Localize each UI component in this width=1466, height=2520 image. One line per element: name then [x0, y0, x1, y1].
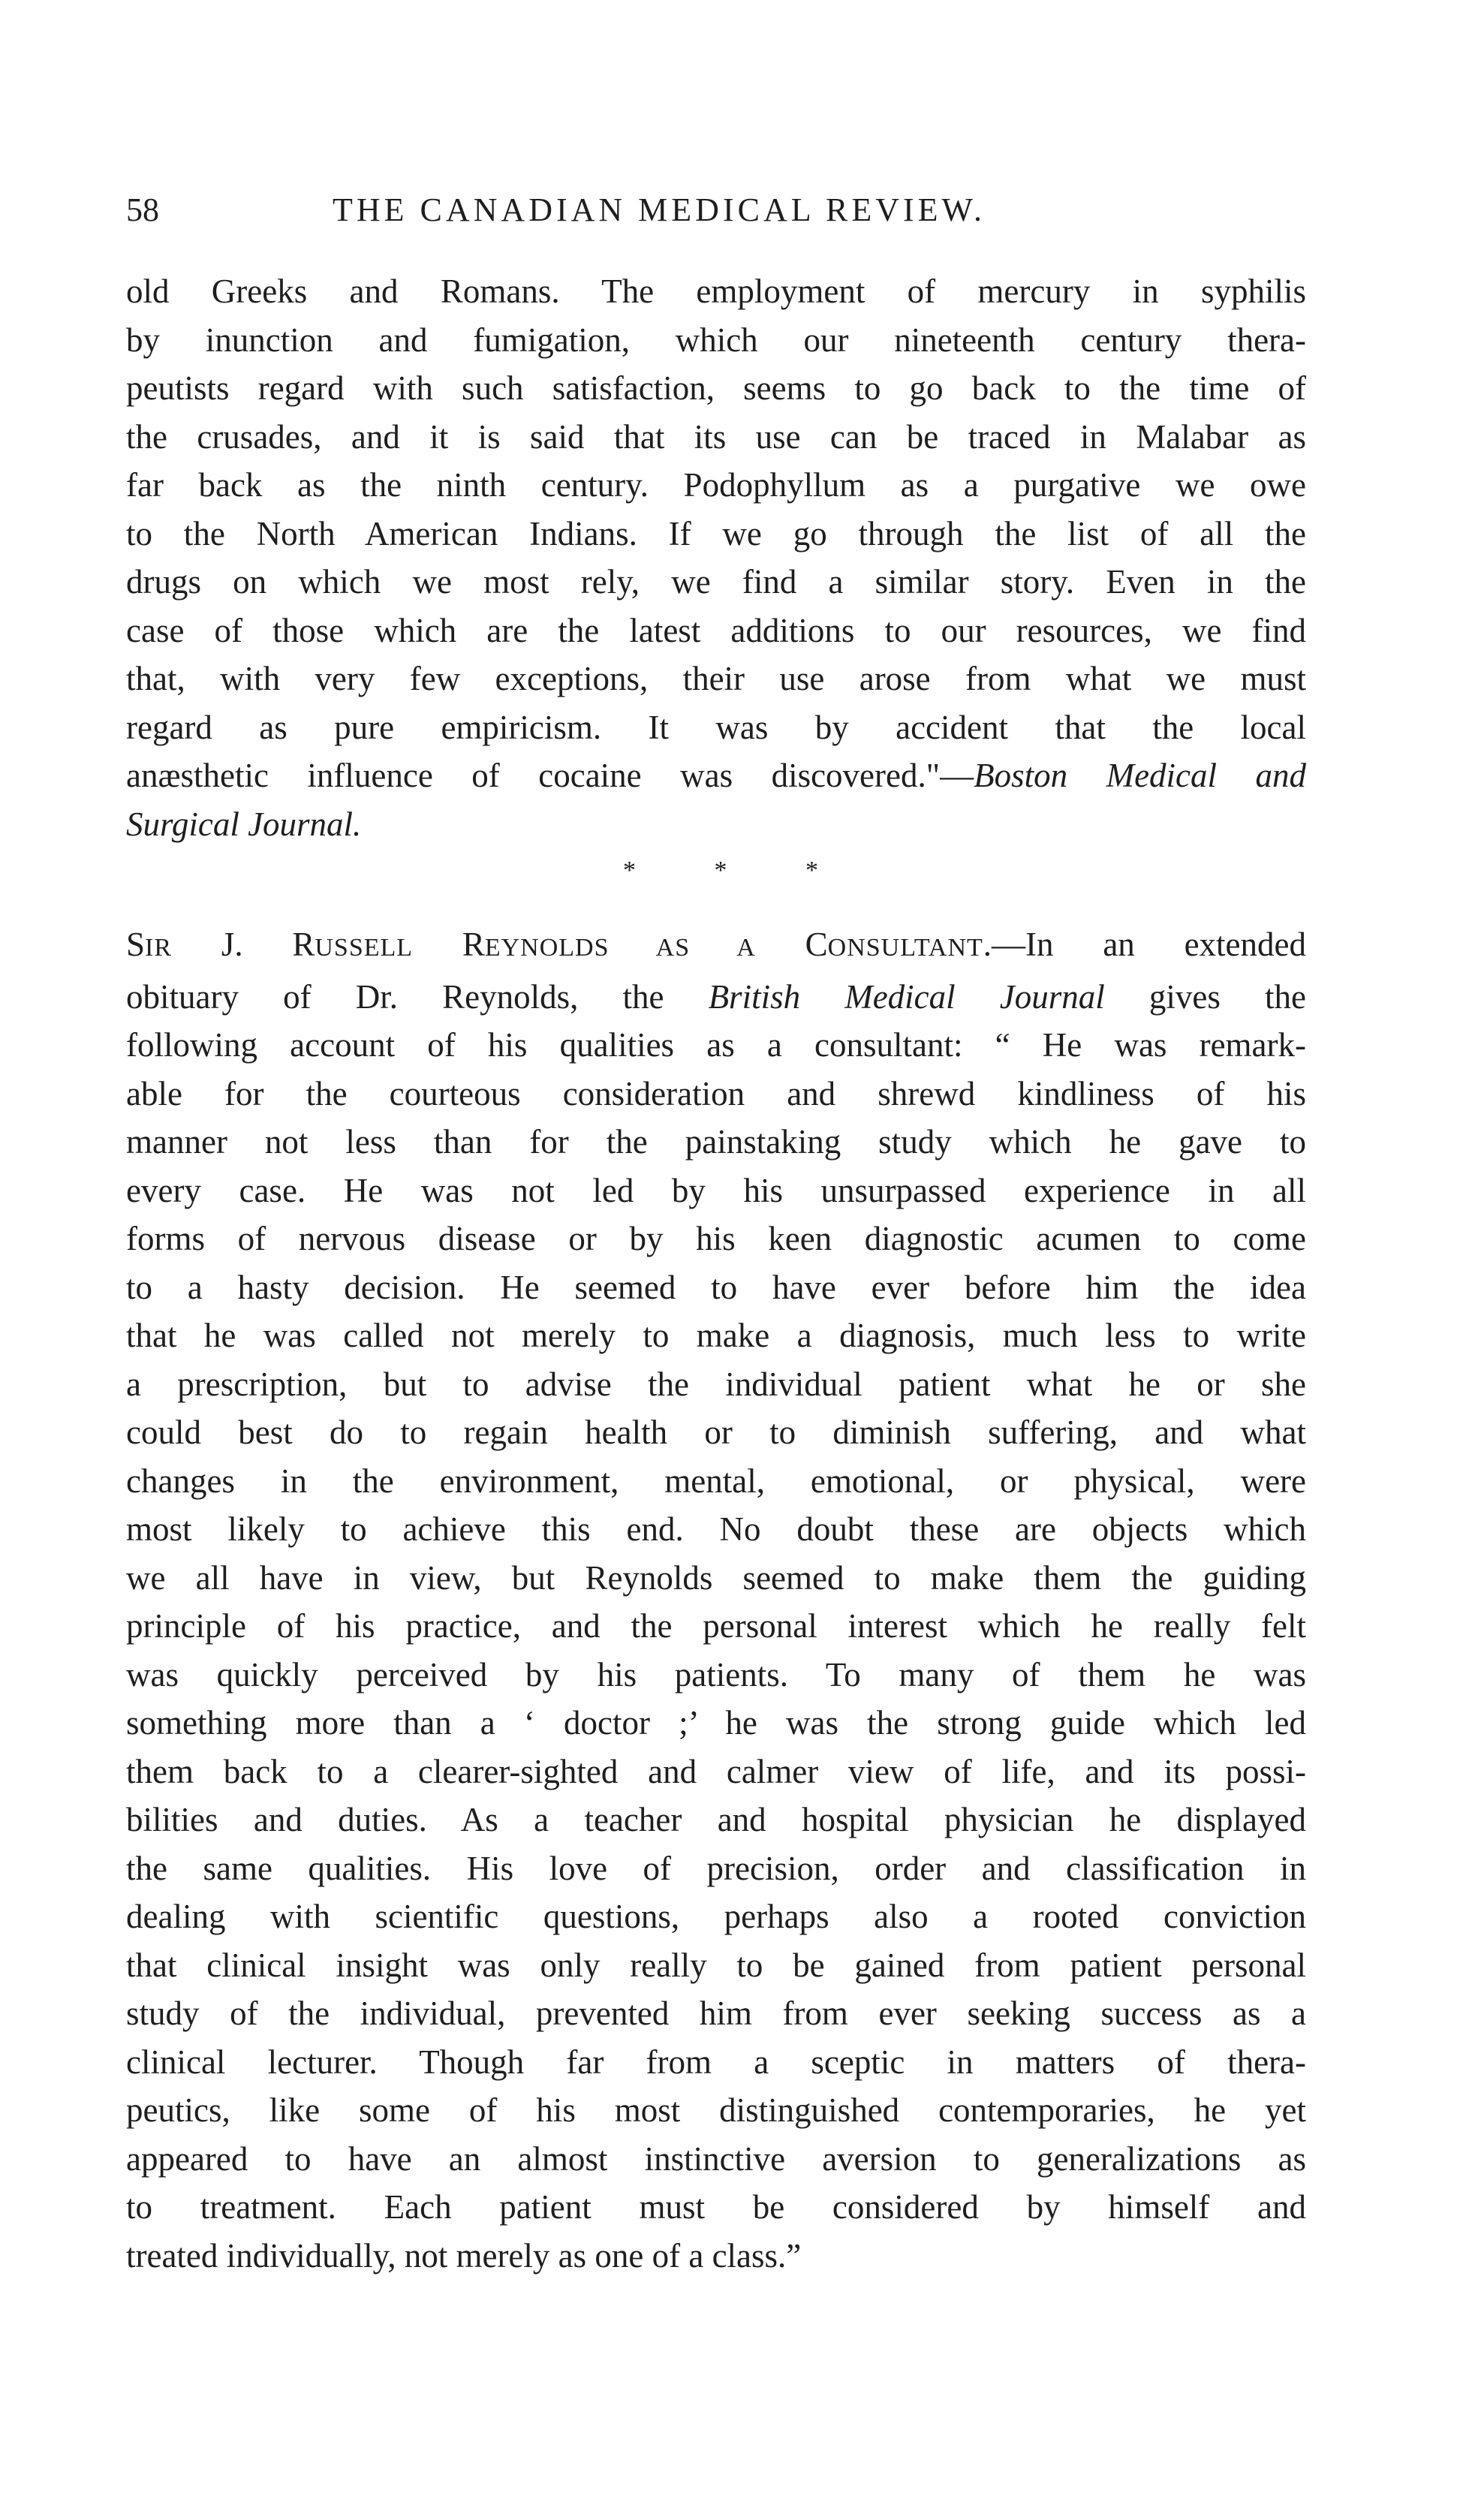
heading-fragment: S — [126, 926, 146, 963]
text-line: that, with very few exceptions, their use arose from what we must — [126, 660, 1306, 697]
heading-fragment: C — [755, 926, 828, 963]
text-line: drugs on which we most rely, we find a similar story. Even in the — [126, 563, 1306, 601]
text-line: most likely to achieve this end. No doubt these are objects which — [126, 1510, 1306, 1548]
text-line: a prescription, but to advise the individual patient what he or she — [126, 1365, 1306, 1403]
text-line: old Greeks and Romans. The employment of mercury in syphilis — [126, 272, 1306, 310]
text-line: following account of his qualities as a consultant: “ He was remark- — [126, 1026, 1306, 1064]
text-line: case of those which are the latest additions to our resources, we find — [126, 611, 1306, 649]
text-line: bilities and duties. As a teacher and hospital physician he displayed — [126, 1801, 1306, 1838]
text-line: by inunction and fumigation, which our nineteenth century thera- — [126, 321, 1306, 359]
text-line: something more than a ‘ doctor ;’ he was the strong guide which led — [126, 1704, 1306, 1742]
source-citation: Boston Medical and — [974, 757, 1306, 794]
journal-name: British Medical Journal — [708, 977, 1105, 1016]
page-number: 58 — [126, 191, 159, 228]
text-line: to a hasty decision. He seemed to have ever before him the idea — [126, 1268, 1306, 1306]
heading-fragment: J. R — [172, 926, 315, 963]
text-line-last: treated individually, not merely as one of a class.” — [126, 2236, 802, 2275]
text-line: that he was called not merely to make a diagnosis, much less to write — [126, 1317, 1306, 1354]
article-heading-line — [126, 920, 1306, 973]
text-line: the crusades, and it is said that its use can be traced in Malabar as — [126, 417, 1306, 456]
section-separator — [623, 852, 818, 890]
text-line: changes in the environment, mental, emotional, or physical, were — [126, 1462, 1306, 1500]
text-line: could best do to regain health or to diminish suffering, and what — [126, 1414, 1306, 1451]
text-line: that clinical insight was only really to be gained from patient personal — [126, 1946, 1306, 1984]
text-line: appeared to have an almost instinctive aversion to generalizations as — [126, 2139, 1306, 2178]
text-fragment: anæsthetic influence of cocaine was discovered."— — [126, 757, 974, 794]
text-fragment: gives the — [1104, 977, 1306, 1016]
text-line: able for the courteous consideration and shrewd kindliness of his — [126, 1074, 1306, 1112]
separator-star: * — [623, 857, 636, 884]
text-line: dealing with scientific questions, perhaps also a rooted conviction — [126, 1898, 1306, 1935]
heading-fragment: USSELL — [315, 934, 414, 962]
source-citation-end: Surgical Journal. — [126, 805, 362, 843]
separator-star: * — [714, 857, 727, 884]
journal-title: THE CANADIAN MEDICAL REVIEW. — [333, 191, 986, 228]
heading-fragment: ONSULTANT — [827, 934, 983, 962]
text-line: peutics, like some of his most distinguished contemporaries, he yet — [126, 2091, 1306, 2129]
text-line: to treatment. Each patient must be considered by himself and — [126, 2188, 1306, 2226]
text-line: forms of nervous disease or by his keen diagnostic acumen to come — [126, 1220, 1306, 1257]
heading-fragment: IR — [145, 934, 173, 962]
text-line: the same qualities. His love of precision, order and classification in — [126, 1849, 1306, 1887]
text-line: far back as the ninth century. Podophyllum as a purgative we owe — [126, 466, 1306, 504]
article-continuation — [126, 267, 1306, 848]
separator-star: * — [805, 857, 818, 884]
text-fragment: .—In an extended — [983, 926, 1306, 963]
heading-fragment: EYNOLDS AS A — [484, 934, 756, 962]
text-line-with-source — [126, 751, 1306, 800]
text-line: study of the individual, prevented him from ever seeking success as a — [126, 1995, 1306, 2032]
text-line: to the North American Indians. If we go through the list of all the — [126, 514, 1306, 552]
text-line: peutists regard with such satisfaction, seems to go back to the time of — [126, 369, 1306, 407]
heading-fragment: R — [413, 926, 485, 963]
text-line: regard as pure empiricism. It was by accident that the local — [126, 708, 1306, 746]
running-head — [126, 188, 1336, 233]
article-reynolds — [126, 920, 1306, 2280]
text-line: we all have in view, but Reynolds seemed to make them the guiding — [126, 1558, 1306, 1597]
text-line: them back to a clearer-sighted and calmer view of life, and its possi- — [126, 1752, 1306, 1790]
text-line: was quickly perceived by his patients. To many of them he was — [126, 1655, 1306, 1694]
text-line-with-journal — [126, 973, 1306, 1022]
text-line: manner not less than for the painstaking study which he gave to — [126, 1123, 1306, 1161]
text-line: clinical lecturer. Though far from a sceptic in matters of thera- — [126, 2043, 1306, 2081]
text-line: every case. He was not led by his unsurpassed experience in all — [126, 1171, 1306, 1209]
text-fragment: obituary of Dr. Reynolds, the — [126, 977, 709, 1016]
text-line: principle of his practice, and the personal interest which he really felt — [126, 1607, 1306, 1645]
